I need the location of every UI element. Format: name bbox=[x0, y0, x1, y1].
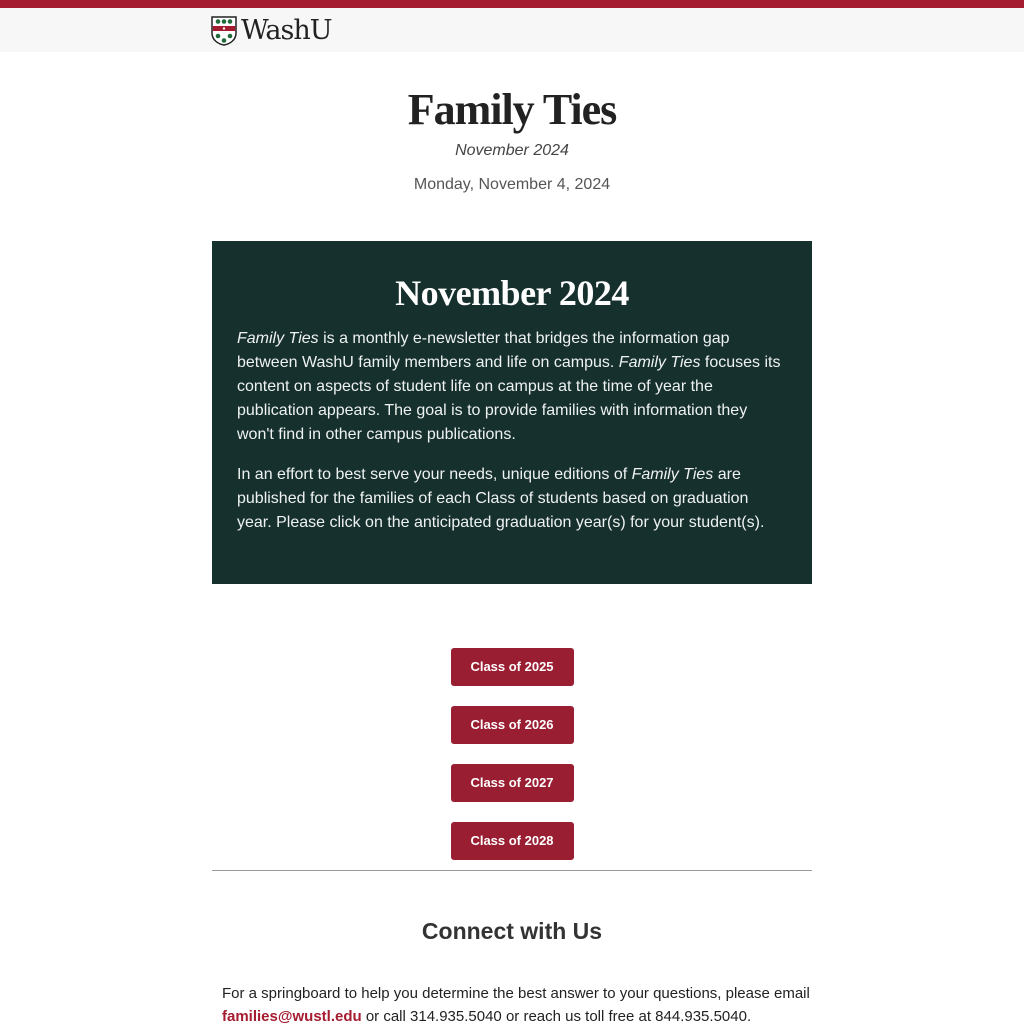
newsletter-name-italic: Family Ties bbox=[237, 330, 319, 347]
intro-panel bbox=[212, 241, 812, 584]
connect-text-after: or call 314.935.5040 or reach us toll free at 844.935.5040. bbox=[361, 1008, 752, 1025]
issue-subtitle: November 2024 bbox=[455, 142, 569, 159]
section-divider bbox=[212, 870, 812, 871]
newsletter-title: Family Ties bbox=[407, 85, 617, 134]
washu-logo-link[interactable] bbox=[211, 16, 332, 46]
intro-heading: November 2024 bbox=[395, 273, 629, 313]
newsletter-name-italic: Family Ties bbox=[631, 466, 714, 483]
email-link[interactable]: families@wustl.edu bbox=[222, 1008, 362, 1025]
washu-shield-icon bbox=[211, 16, 237, 46]
connect-heading: Connect with Us bbox=[421, 918, 603, 944]
class-button-list bbox=[0, 648, 1024, 880]
issue-date: Monday, November 4, 2024 bbox=[413, 176, 611, 193]
class-2026-button[interactable]: Class of 2026 bbox=[451, 706, 574, 744]
logo-wordmark: WashU bbox=[241, 15, 332, 46]
class-2027-button[interactable]: Class of 2027 bbox=[451, 764, 574, 802]
newsletter-name-italic: Family Ties bbox=[618, 354, 701, 371]
connect-text bbox=[222, 982, 812, 1028]
intro-text: focuses its content on aspects of student life on campus at the time of year the publication appears. The goal is to provide families with information they won't find in other campus publications. bbox=[237, 354, 781, 443]
intro-text: are published for the families of each Class of students based on graduation year. Please click on the anticipated graduation year(s) for your student(s). bbox=[237, 466, 765, 531]
top-accent-bar bbox=[0, 0, 1024, 8]
intro-paragraph-2 bbox=[237, 463, 787, 535]
site-header bbox=[0, 8, 1024, 52]
class-2025-button[interactable]: Class of 2025 bbox=[451, 648, 574, 686]
intro-paragraph-1 bbox=[237, 327, 787, 447]
intro-text: is a monthly e-newsletter that bridges the information gap between WashU family members and life on campus. bbox=[237, 330, 730, 371]
class-2028-button[interactable]: Class of 2028 bbox=[451, 822, 574, 860]
intro-text: In an effort to best serve your needs, unique editions of bbox=[237, 466, 632, 483]
connect-text-before: For a springboard to help you determine the best answer to your questions, please email bbox=[222, 985, 810, 1002]
